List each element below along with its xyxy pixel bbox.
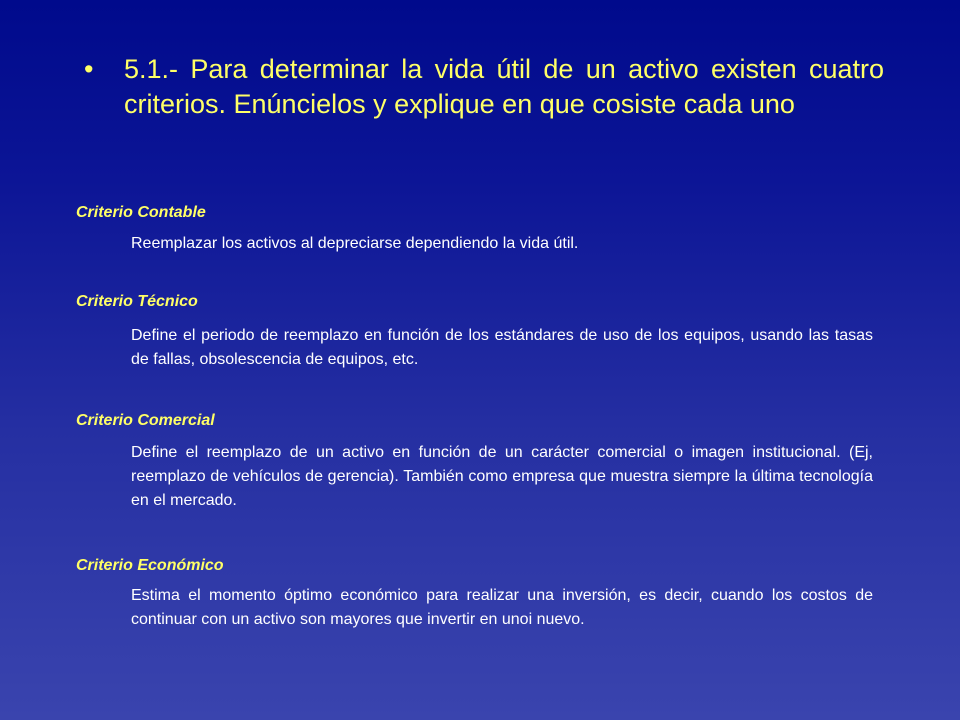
criterion-body-tecnico: Define el periodo de reemplazo en función de los estándares de uso de los equipos, usando las tasas de fallas, obsolescencia de equipos, etc. — [131, 327, 873, 368]
criterion-title-comercial: Criterio Comercial — [76, 412, 215, 429]
criterion-title-contable: Criterio Contable — [76, 204, 206, 221]
bullet-icon: • — [84, 54, 94, 84]
criterion-body-contable: Reemplazar los activos al depreciarse dependiendo la vida útil. — [131, 235, 579, 252]
criterion-title-tecnico: Criterio Técnico — [76, 293, 198, 310]
criterion-title-economico: Criterio Económico — [76, 557, 224, 574]
criterion-body-comercial: Define el reemplazo de un activo en función de un carácter comercial o imagen institucional. (Ej, reemplazo de vehículos de gerencia). También como empresa que muestra siempre la última tecnología en el mercado. — [131, 444, 873, 509]
criterion-body-economico: Estima el momento óptimo económico para realizar una inversión, es decir, cuando los costos de continuar con un activo son mayores que invertir en unoi nuevo. — [131, 587, 873, 628]
slide-heading — [84, 52, 884, 122]
heading-text: 5.1.- Para determinar la vida útil de un activo existen cuatro criterios. Enúncielos y explique en que cosiste cada uno — [124, 54, 884, 119]
